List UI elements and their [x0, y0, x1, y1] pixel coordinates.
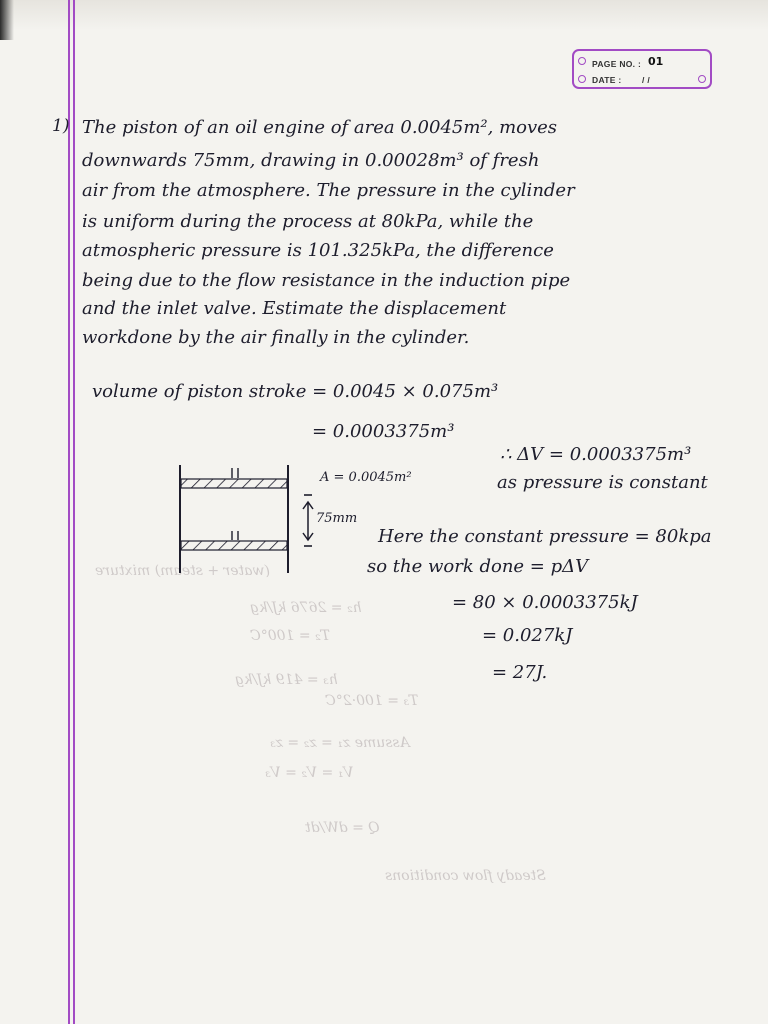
- page-no-value: 01: [648, 55, 664, 68]
- problem-line: air from the atmosphere. The pressure in the cylinder: [82, 180, 575, 201]
- calc-line: = 27J.: [492, 662, 548, 683]
- constant-note: as pressure is constant: [497, 472, 708, 493]
- delta-v-line: ∴ ΔV = 0.0003375m³: [500, 444, 692, 465]
- calc-line: = 80 × 0.0003375kJ: [452, 592, 638, 613]
- piston-bottom: [181, 541, 287, 550]
- page-number-box: [572, 49, 712, 89]
- piston-top: [181, 479, 287, 488]
- problem-line: being due to the flow resistance in the induction pipe: [82, 270, 571, 291]
- bleed-text: Q = dW/dt: [305, 820, 380, 836]
- stroke-label: 75mm: [316, 511, 358, 526]
- binder-hole-icon: [578, 57, 586, 65]
- binder-hole-icon: [578, 75, 586, 83]
- binder-hole-icon: [698, 75, 706, 83]
- problem-line: is uniform during the process at 80kPa, while the: [82, 211, 534, 232]
- bleed-text: h₂ = 2676 kJ/kg: [250, 600, 362, 616]
- date-label: DATE :: [592, 75, 622, 85]
- margin-line-right: [73, 0, 75, 1024]
- problem-line: and the inlet valve. Estimate the displacement: [82, 298, 507, 319]
- problem-line: atmospheric pressure is 101.325kPa, the difference: [82, 240, 554, 261]
- page-no-label: PAGE NO. :: [592, 59, 642, 69]
- problem-marker: 1): [52, 116, 70, 136]
- bleed-text: T₂ = 100°C: [250, 628, 331, 644]
- bleed-text: T₃ = 100·2°C: [325, 693, 419, 709]
- date-value: / /: [642, 75, 650, 85]
- bleed-text: h₃ = 419 kJ/kg: [235, 672, 338, 688]
- so-line: so the work done = pΔV: [367, 556, 589, 577]
- page-top-shadow: [0, 0, 768, 30]
- problem-line: The piston of an oil engine of area 0.0045m², moves: [82, 117, 558, 138]
- bleed-text: Assume z₁ = z₂ = z₃: [270, 735, 410, 751]
- volume-line: volume of piston stroke = 0.0045 × 0.075m³: [92, 381, 499, 402]
- here-line: Here the constant pressure = 80kpa: [378, 526, 712, 547]
- page-corner-shadow: [0, 0, 14, 40]
- margin-line-left: [68, 0, 70, 1024]
- volume-result: = 0.0003375m³: [312, 421, 455, 442]
- calc-line: = 0.027kJ: [482, 625, 573, 646]
- bleed-text: V₁ = V₂ = V₃: [265, 765, 354, 781]
- bleed-text: Steady flow conditions: [385, 868, 546, 884]
- area-label: A = 0.0045m²: [320, 470, 412, 485]
- problem-line: workdone by the air finally in the cylinder.: [82, 327, 470, 348]
- bleed-text: (water + steam) mixture: [95, 563, 270, 579]
- problem-line: downwards 75mm, drawing in 0.00028m³ of fresh: [82, 150, 540, 171]
